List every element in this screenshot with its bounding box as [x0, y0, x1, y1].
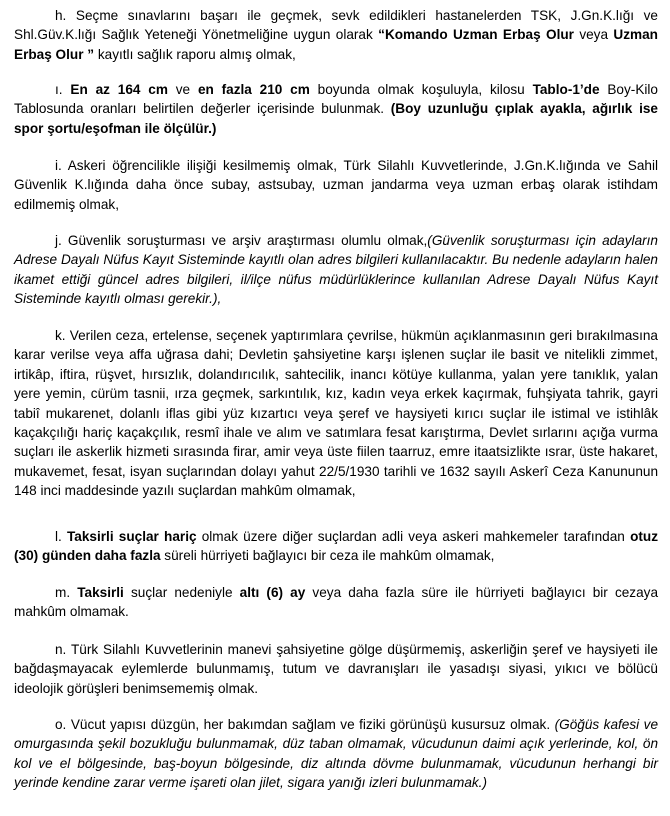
text-segment: (Göğüs kafesi ve omurgasında şekil bozukluğu bulunmamak, düz taban olmamak, vücudunun daimi açık yerlerinde, kol, ön kol ve el bölgesinde, baş-boyun bölgesinde, diz altında dövme bulunmamak, vücudunun herhangi bir yerinde kendine zarar verme işareti olan jilet, sigara yanığı izleri bulunmamak.) — [14, 717, 659, 791]
text-segment: o. Vücut yapısı düzgün, her bakımdan sağlam ve fiziki görünüşü kusursuz olmak. — [55, 717, 555, 732]
text-segment: “Komando Uzman Erbaş Olur — [378, 27, 574, 43]
paragraph-k — [14, 326, 658, 501]
text-segment: altı (6) ay — [239, 585, 306, 600]
text-segment: ı. — [55, 82, 71, 97]
paragraph-o — [14, 715, 658, 793]
paragraph-j — [14, 231, 658, 309]
text-segment: Boy-Kilo Tablosunda oranları belirtilen değerler içerisinde bulunmak. — [14, 82, 658, 117]
text-segment: n. Türk Silahlı Kuvvetlerinin manevi şahsiyetine gölge düşürmemiş, askerliğin şeref ve haysiyeti ile bağdaşmayacak eylemlerde bulunmamış, tutum ve davranışları ile yasadışı siyasi, yıkıcı ve bölücü ideolojik görüşleri benimsememiş olmak. — [14, 642, 658, 696]
text-segment: ve — [167, 82, 198, 97]
text-segment: Tablo-1’de — [532, 82, 600, 97]
text-segment: l. — [55, 529, 67, 544]
text-segment: boyunda olmak koşuluyla, kilosu — [309, 82, 533, 97]
paragraph-n — [14, 640, 658, 698]
text-segment: en fazla 210 cm — [197, 82, 310, 97]
text-segment: olmak üzere diğer suçlardan adli veya askeri mahkemeler tarafından — [196, 529, 631, 544]
text-segment: k. Verilen ceza, ertelense, seçenek yaptırımlara çevrilse, hükmün açıklanmasının geri bırakılmasına karar verilse veya affa uğrasa dahi; Devletin şahsiyetine karşı işlenen suçlar ile basit ve nitelikli zimmet, irtikâp, iftira, rüşvet, hırsızlık, dolandırıcılık, sahtecilik, inancı kötüye kullanma, yalan yere tanıklık, yalan yere yemin, cürüm tasnii, ırza geçmek, sarkıntılık, kız, kadın veya erkek kaçırmak, fuhşiyata tahrik, gayri tabiî mukarenet, dolanlı iflas gibi yüz kızartıcı veya şeref ve haysiyeti kırıcı suçlar ile istimal ve istihlâk kaçakçılığı hariç kaçakçılık, resmî ihale ve alım ve satımlara fesat karıştırma, Devlet sırlarını açığa vurma suçları ile askerlik hizmeti sırasında firar, amir veya üste fiilen taarruz, emre itaatsizlikte ısrar, üste hakaret, mukavemet, fesat, isyan suçlarından dolayı yahut 22/5/1930 tarihli ve 1632 sayılı Askerî Ceza Kanununun 148 inci maddesinde yazılı suçlardan mahkûm olmamak, — [14, 328, 658, 499]
text-segment: (Güvenlik soruşturması için adayların Adrese Dayalı Nüfus Kayıt Sisteminde kayıtlı olan adres bilgileri kullanılacaktır. Bu nedenle adayların halen ikamet ettiği güncel adres bilgileri, il/ilçe nüfus müdürlüklerince kullanılan Adrese Dayalı Nüfus Kayıt Sisteminde kayıtlı olması gerekir.), — [14, 233, 658, 307]
text-segment: kayıtlı sağlık raporu almış olmak, — [94, 46, 296, 62]
text-segment: En az 164 cm — [70, 82, 168, 97]
paragraph-i — [14, 156, 658, 214]
text-segment: Taksirli suçlar hariç — [67, 529, 197, 544]
paragraph-dotless-i — [14, 80, 658, 138]
text-segment: Uzman Erbaş Olur ” — [14, 27, 658, 62]
text-segment: veya — [573, 27, 614, 43]
text-segment: süreli hürriyeti bağlayıcı bir ceza ile mahkûm olmamak, — [160, 548, 495, 564]
text-segment: suçlar nedeniyle — [123, 585, 240, 600]
text-segment: (Boy uzunluğu çıplak ayakla, ağırlık ise spor şortu/eşofman ile ölçülür.) — [14, 101, 658, 136]
text-segment: i. Askeri öğrencilikle ilişiği kesilmemiş olmak, Türk Silahlı Kuvvetlerinde, J.Gn.K.lığında ve Sahil Güvenlik K.lığında daha önce subay, astsubay, uzman jandarma veya uzman erbaş olarak istihdam edilmemiş olmak, — [14, 158, 658, 212]
text-segment: j. Güvenlik soruşturması ve arşiv araştırması olumlu olmak, — [55, 233, 428, 248]
paragraph-l — [14, 527, 658, 566]
text-segment: veya daha fazla süre ile hürriyeti bağlayıcı bir cezaya mahkûm olmamak. — [14, 585, 659, 620]
text-segment: h. Seçme sınavlarını başarı ile geçmek, sevk edildikleri hastanelerden TSK, J.Gn.K.lığı ve Shl.Güv.K.lığı Sağlık Yeteneği Yönetmeliğine uygun olarak — [14, 8, 658, 43]
text-segment: otuz (30) günden daha fazla — [14, 529, 658, 564]
text-segment: m. — [55, 585, 78, 600]
text-segment: Taksirli — [77, 585, 124, 600]
paragraph-h — [14, 6, 658, 64]
paragraph-m — [14, 583, 658, 622]
